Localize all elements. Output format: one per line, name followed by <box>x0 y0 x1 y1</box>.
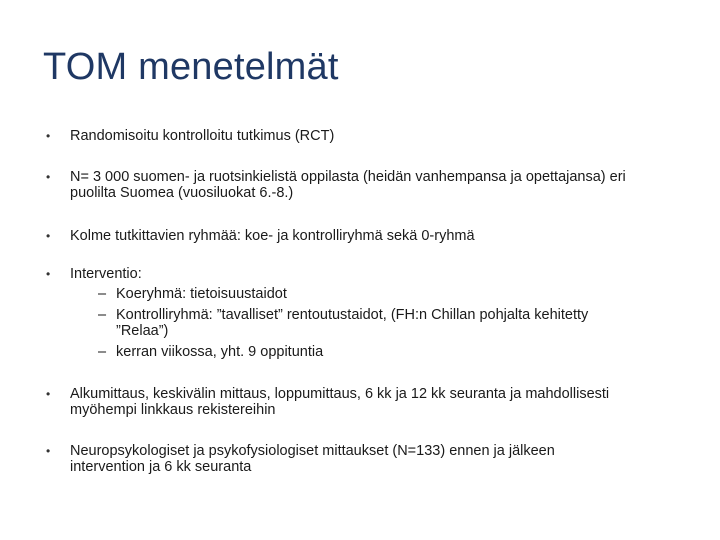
bullet-marker: • <box>46 387 51 401</box>
bullet-marker: • <box>46 129 51 143</box>
sub-bullet-item <box>70 307 680 339</box>
bullet-text-line: intervention ja 6 kk seuranta <box>70 459 252 475</box>
bullet-text: Kolme tutkittavien ryhmää: koe- ja kontrolliryhmä sekä 0-ryhmä <box>70 228 475 244</box>
bullet-text <box>70 443 680 475</box>
bullet-text-line: Interventio: <box>70 266 142 282</box>
bullet-marker: • <box>46 444 51 458</box>
slide-title: TOM menetelmät <box>43 46 339 88</box>
bullet-text-line: Alkumittaus, keskivälin mittaus, loppumittaus, 6 kk ja 12 kk seuranta ja mahdollisesti <box>70 386 610 402</box>
sub-bullet-marker: – <box>98 286 107 302</box>
sub-bullet-marker: – <box>98 344 107 360</box>
bullet-text-line: puolilta Suomea (vuosiluokat 6.-8.) <box>70 185 294 201</box>
bullet-text-line: N= 3 000 suomen- ja ruotsinkielistä oppilasta (heidän vanhempansa ja opettajansa) eri <box>70 169 626 185</box>
bullet-text-line: Neuropsykologiset ja psykofysiologiset mittaukset (N=133) ennen ja jälkeen <box>70 443 555 459</box>
bullet-marker: • <box>46 267 51 281</box>
sub-bullet-item <box>70 286 680 302</box>
sub-bullet-text: Kontrolliryhmä: ”tavalliset” rentoutustaidot, (FH:n Chillan pohjalta kehitetty <box>116 307 589 323</box>
sub-bullet-marker: – <box>98 307 107 323</box>
bullet-text <box>70 386 680 418</box>
sub-bullet-text: kerran viikossa, yht. 9 oppituntia <box>116 344 324 360</box>
sub-bullet-text: ”Relaa”) <box>116 323 169 339</box>
bullet-marker: • <box>46 229 51 243</box>
bullet-text <box>70 266 680 360</box>
bullet-text-line: myöhempi linkkaus rekistereihin <box>70 402 276 418</box>
sub-bullet-item <box>70 344 680 360</box>
bullet-marker: • <box>46 170 51 184</box>
bullet-text <box>70 169 680 201</box>
sub-bullet-text: Koeryhmä: tietoisuustaidot <box>116 286 287 302</box>
bullet-text: Randomisoitu kontrolloitu tutkimus (RCT) <box>70 128 335 144</box>
